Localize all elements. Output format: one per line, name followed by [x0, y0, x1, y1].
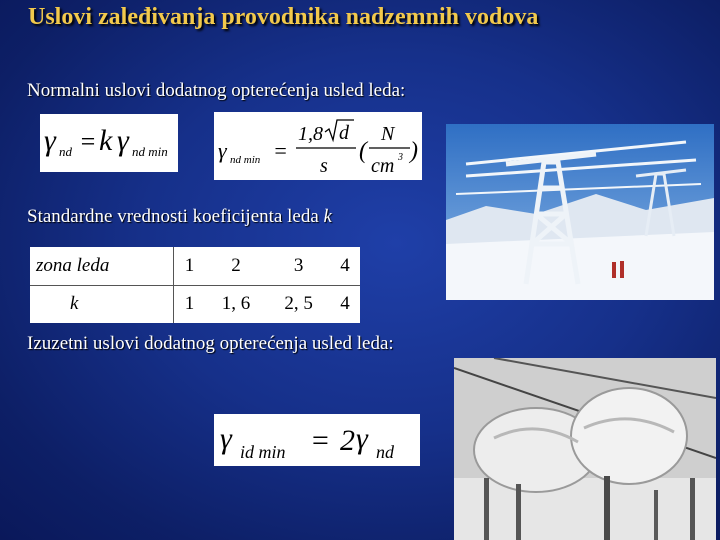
formula-subscript: id min: [240, 442, 286, 462]
row-header-k: k: [30, 285, 174, 323]
ice-coefficient-table: [30, 247, 360, 323]
heading-exceptional-conditions: Izuzetni uslovi dodatnog opterećenja usled leda:: [27, 333, 394, 354]
formula-equals: =: [273, 138, 288, 163]
formula-paren: (: [359, 138, 367, 164]
formula-subscript: nd: [376, 442, 394, 462]
heading-standard-k: k: [323, 206, 332, 227]
table-cell: 1, 6: [221, 293, 251, 315]
formula-equals: =: [310, 424, 331, 457]
heading-standard-text: Standardne vrednosti koeficijenta leda: [27, 206, 324, 227]
formula-subscript: nd: [59, 144, 72, 159]
heading-standard-values: [27, 206, 332, 228]
formula-k: k: [99, 124, 113, 157]
table-cell: 2: [205, 247, 268, 285]
formula-denominator: s: [320, 155, 328, 177]
table-row: [30, 285, 360, 323]
formula-equals: =: [79, 127, 97, 156]
row-header-zone: zona leda: [30, 247, 174, 285]
formula-gamma-symbol: γ: [356, 422, 368, 455]
iced-conductor-photo: [454, 358, 716, 540]
slide-title: Uslovi zaleđivanja provodnika nadzemnih vodova: [28, 4, 539, 30]
table-cell: 4: [340, 293, 350, 315]
formula-gamma-nd-min: [214, 112, 422, 180]
heading-normal-conditions: Normalni uslovi dodatnog opterećenja usled leda:: [27, 80, 406, 101]
iced-tower-photo: [446, 124, 714, 300]
formula-unit-denominator: cm: [371, 155, 395, 177]
ice-mass-icon: [571, 388, 687, 484]
k-table: [30, 247, 360, 323]
formula-gamma-symbol: γ: [117, 124, 129, 157]
formula-gamma-nd: [40, 114, 178, 172]
formula-exponent: 3: [398, 152, 403, 163]
table-cell: 1: [174, 247, 205, 285]
table-cell: 2, 5: [284, 293, 313, 315]
table-row: [30, 247, 360, 285]
formula-sqrt-var: d: [339, 122, 349, 144]
formula-coefficient: 2: [340, 424, 355, 457]
formula-gamma-symbol: γ: [218, 138, 227, 163]
table-cell: 1: [184, 293, 195, 315]
table-cell: 3: [267, 247, 330, 285]
formula-paren: ): [410, 138, 418, 164]
table-cell: 4: [330, 247, 360, 285]
formula-subscript: nd min: [230, 154, 261, 166]
formula-gamma-id-min: [214, 414, 420, 466]
formula-subscript: nd min: [132, 144, 168, 159]
formula-gamma-symbol: γ: [44, 124, 56, 157]
formula-coefficient: 1,8: [298, 123, 323, 145]
formula-gamma-symbol: γ: [220, 422, 232, 455]
formula-unit-numerator: N: [381, 123, 395, 145]
